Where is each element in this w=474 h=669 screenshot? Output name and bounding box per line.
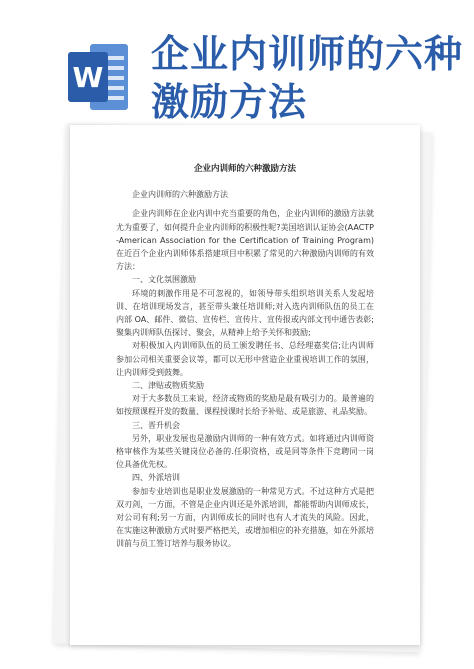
section-heading: 三、晋升机会 xyxy=(132,420,180,430)
document-title: 企业内训师的六种激励方法 xyxy=(193,164,296,174)
paragraph: 另外，职业发展也是激励内训师的一种有效方式。如将通过内训师资格审核作为某些关键岗位必备的.任职资格，或是同等条件下竞聘同一岗位具备优先权。 xyxy=(116,433,374,470)
paragraph: 参加专业培训也是职业发展激励的一种常见方式。不过这种方式是把双刃剑，一方面，不管是企业内训还是外派培训，都能帮助内训师成长，对公司有利;另一方面，内训师成长的同时也有人才流失的风险。因此，在实施这种激励方式时要严格把关，或增加相应的补充措施，如在外派培训前与员工签订培养与服务协议。 xyxy=(116,486,374,549)
paragraph: 对于大多数员工来说，经济或物质的奖励是最有吸引力的。最普遍的如按照课程开发的数量、课程授课时长给予补贴、或是旅游、礼品奖励。 xyxy=(116,394,374,417)
paragraph: 环境的刺激作用是不可忽视的，如领导带头组织培训关系人发起培训、在培训现场发言，甚至带头兼任培训师;对入选内训师队伍的员工在内部 OA、邮件、微信、宣传栏、宣传片、宣传报或内部文刊中通告表彰;聚集内训师队伍探讨、聚会，从精神上给予关怀和鼓励; xyxy=(116,288,374,338)
document-body xyxy=(116,163,374,551)
section-heading: 一、文化氛围激励 xyxy=(132,275,196,285)
word-doc-icon xyxy=(68,42,130,112)
paragraph: 企业内训师在企业内训中充当重要的角色，企业内训师的激励方法就尤为重要了，如何提升企业内训师的积极性呢?美国培训认证协会(AACTP-American Association for the Certification of Training Program)在近百个企业内训师体系搭建项目中积累了常见的六种激励内训师的有效方法： xyxy=(116,209,374,272)
section-heading: 四、外派培训 xyxy=(132,473,180,483)
paragraph: 对积极加入内训师队伍的员工颁发聘任书、总经理嘉奖信;让内训师参加公司相关重要会议等，都可以无形中营造企业重视培训工作的氛围，让内训师受到鼓舞。 xyxy=(116,341,374,377)
paragraph: 企业内训师的六种激励方法 xyxy=(132,190,228,200)
page-title xyxy=(151,30,463,126)
page-title-line1: 企业内训师的六种 xyxy=(151,32,464,76)
document-page xyxy=(70,125,420,645)
page-title-line2: 激励方法 xyxy=(151,80,308,124)
document-blocks xyxy=(116,188,374,550)
svg-text:W: W xyxy=(72,61,104,94)
section-heading: 二、津贴或物质奖励 xyxy=(132,381,204,391)
